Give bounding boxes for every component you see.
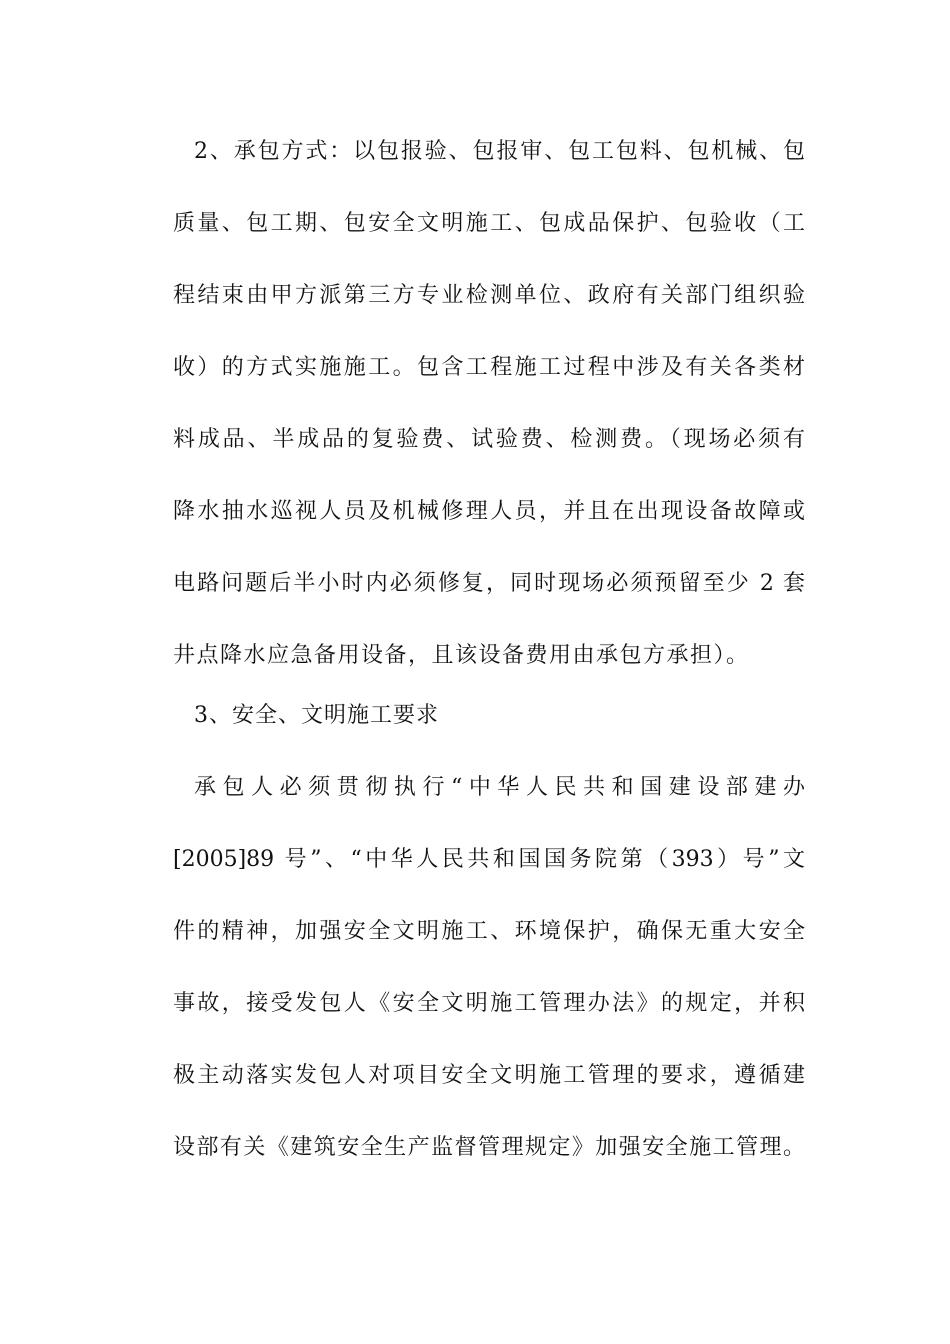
paragraph-line: [2005]89 号”、“中华人民共和国国务院第（393）号”文 <box>173 847 805 872</box>
paragraph-line: 设部有关《建筑安全生产监督管理规定》加强安全施工管理。 <box>173 1135 805 1160</box>
paragraph-line: 件的精神，加强安全文明施工、环境保护，确保无重大安全 <box>173 919 805 944</box>
paragraph-line: 程结束由甲方派第三方专业检测单位、政府有关部门组织验 <box>173 283 805 308</box>
section-heading: 3、安全、文明施工要求 <box>194 703 439 728</box>
paragraph-line: 井点降水应急备用设备，且该设备费用由承包方承担）。 <box>173 643 750 668</box>
paragraph-line: 极主动落实发包人对项目安全文明施工管理的要求，遵循建 <box>173 1063 805 1088</box>
paragraph-line: 降水抽水巡视人员及机械修理人员，并且在出现设备故障或 <box>173 499 805 524</box>
paragraph-line: 电路问题后半小时内必须修复，同时现场必须预留至少 2 套 <box>173 571 805 596</box>
paragraph-line: 2、承包方式：以包报验、包报审、包工包料、包机械、包 <box>194 139 805 164</box>
paragraph-line: 料成品、半成品的复验费、试验费、检测费。（现场必须有 <box>173 427 805 452</box>
paragraph-line: 事故，接受发包人《安全文明施工管理办法》的规定，并积 <box>173 991 805 1016</box>
paragraph-line: 收）的方式实施施工。包含工程施工过程中涉及有关各类材 <box>173 355 805 380</box>
paragraph-line: 承包人必须贯彻执行“中华人民共和国建设部建办 <box>194 775 805 800</box>
paragraph-line: 质量、包工期、包安全文明施工、包成品保护、包验收（工 <box>173 211 805 236</box>
